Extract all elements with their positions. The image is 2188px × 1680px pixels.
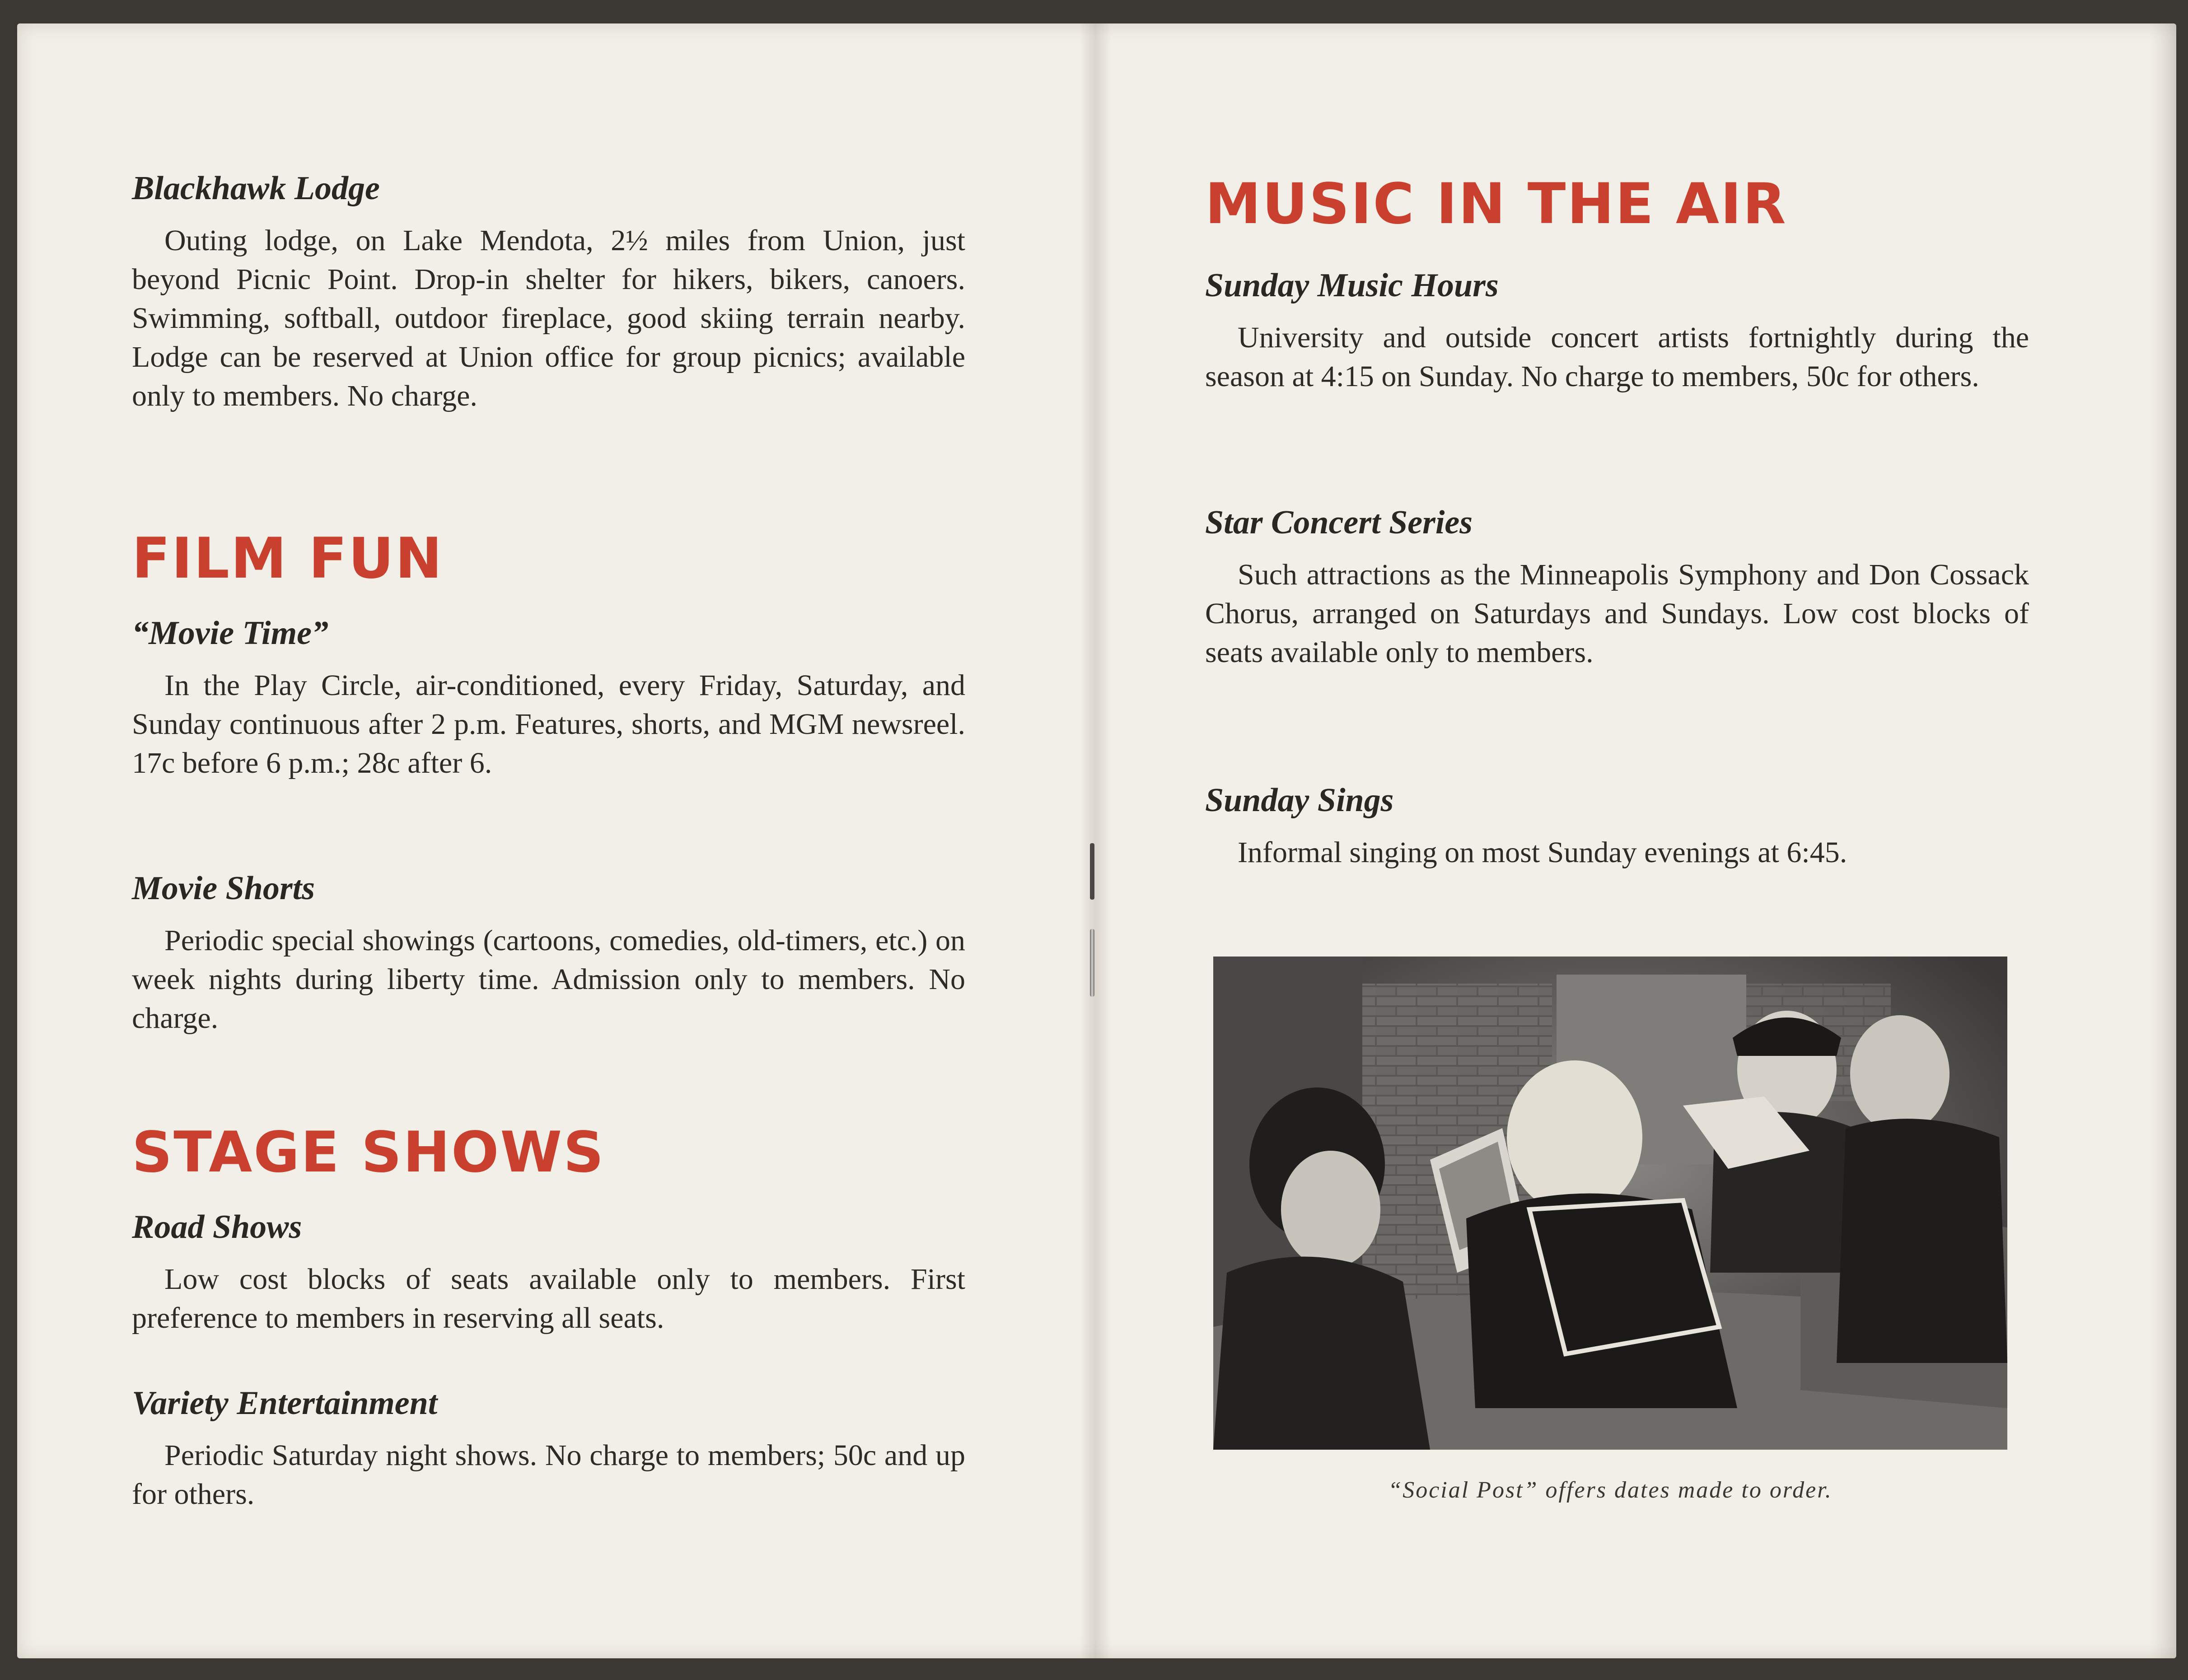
road-shows-body: Low cost blocks of seats available only to members. First preference to members in reserving all seats. [132, 1263, 965, 1335]
star-concert-series-body: Such attractions as the Minneapolis Symphony and Don Cossack Chorus, arranged on Saturdays and Sundays. Low cost blocks of seats available only to members. [1205, 558, 2029, 669]
center-fold [1080, 23, 1111, 1658]
blackhawk-lodge-title: Blackhawk Lodge [132, 170, 380, 207]
sunday-music-hours-title: Sunday Music Hours [1205, 267, 1499, 304]
page-edge [2149, 23, 2176, 1658]
stage-shows-heading: STAGE SHOWS [132, 1120, 605, 1185]
photo-caption: “Social Post” offers dates made to order. [1388, 1477, 1833, 1503]
movie-time-body: In the Play Circle, air-conditioned, every Friday, Saturday, and Sunday continuous after 2 p.m. Features, shorts, and MGM newsreel. 17c before 6 p.m.; 28c after 6. [132, 669, 965, 779]
movie-shorts-body: Periodic special showings (cartoons, comedies, old-timers, etc.) on week nights during liberty time. Admission only to members. No charge. [132, 924, 965, 1035]
staple-bottom [1090, 929, 1094, 997]
staple-top [1090, 843, 1094, 900]
music-in-the-air-heading: MUSIC IN THE AIR [1205, 172, 1787, 237]
star-concert-series-title: Star Concert Series [1205, 504, 1473, 541]
sunday-music-hours-body: University and outside concert artists fortnightly during the season at 4:15 on Sunday. No charge to members, 50c for others. [1205, 321, 2029, 393]
sunday-sings-title: Sunday Sings [1205, 782, 1394, 819]
movie-shorts-title: Movie Shorts [132, 870, 315, 907]
blackhawk-lodge-body: Outing lodge, on Lake Mendota, 2½ miles from Union, just beyond Picnic Point. Drop-in shelter for hikers, bikers, canoers. Swimming, softball, outdoor fireplace, good skiing terrain nearby. Lodge can be reserved at Union office for group picnics; available only to members. No charge. [132, 224, 965, 412]
social-post-photo [1213, 957, 2007, 1450]
sunday-sings-body: Informal singing on most Sunday evenings at 6:45. [1238, 836, 1847, 869]
variety-entertainment-body: Periodic Saturday night shows. No charge to members; 50c and up for others. [132, 1439, 965, 1511]
photo-illustration [1213, 957, 2007, 1450]
movie-time-title: “Movie Time” [132, 615, 328, 652]
film-fun-heading: FILM FUN [132, 526, 444, 591]
road-shows-title: Road Shows [132, 1209, 302, 1246]
variety-entertainment-title: Variety Entertainment [132, 1385, 438, 1422]
